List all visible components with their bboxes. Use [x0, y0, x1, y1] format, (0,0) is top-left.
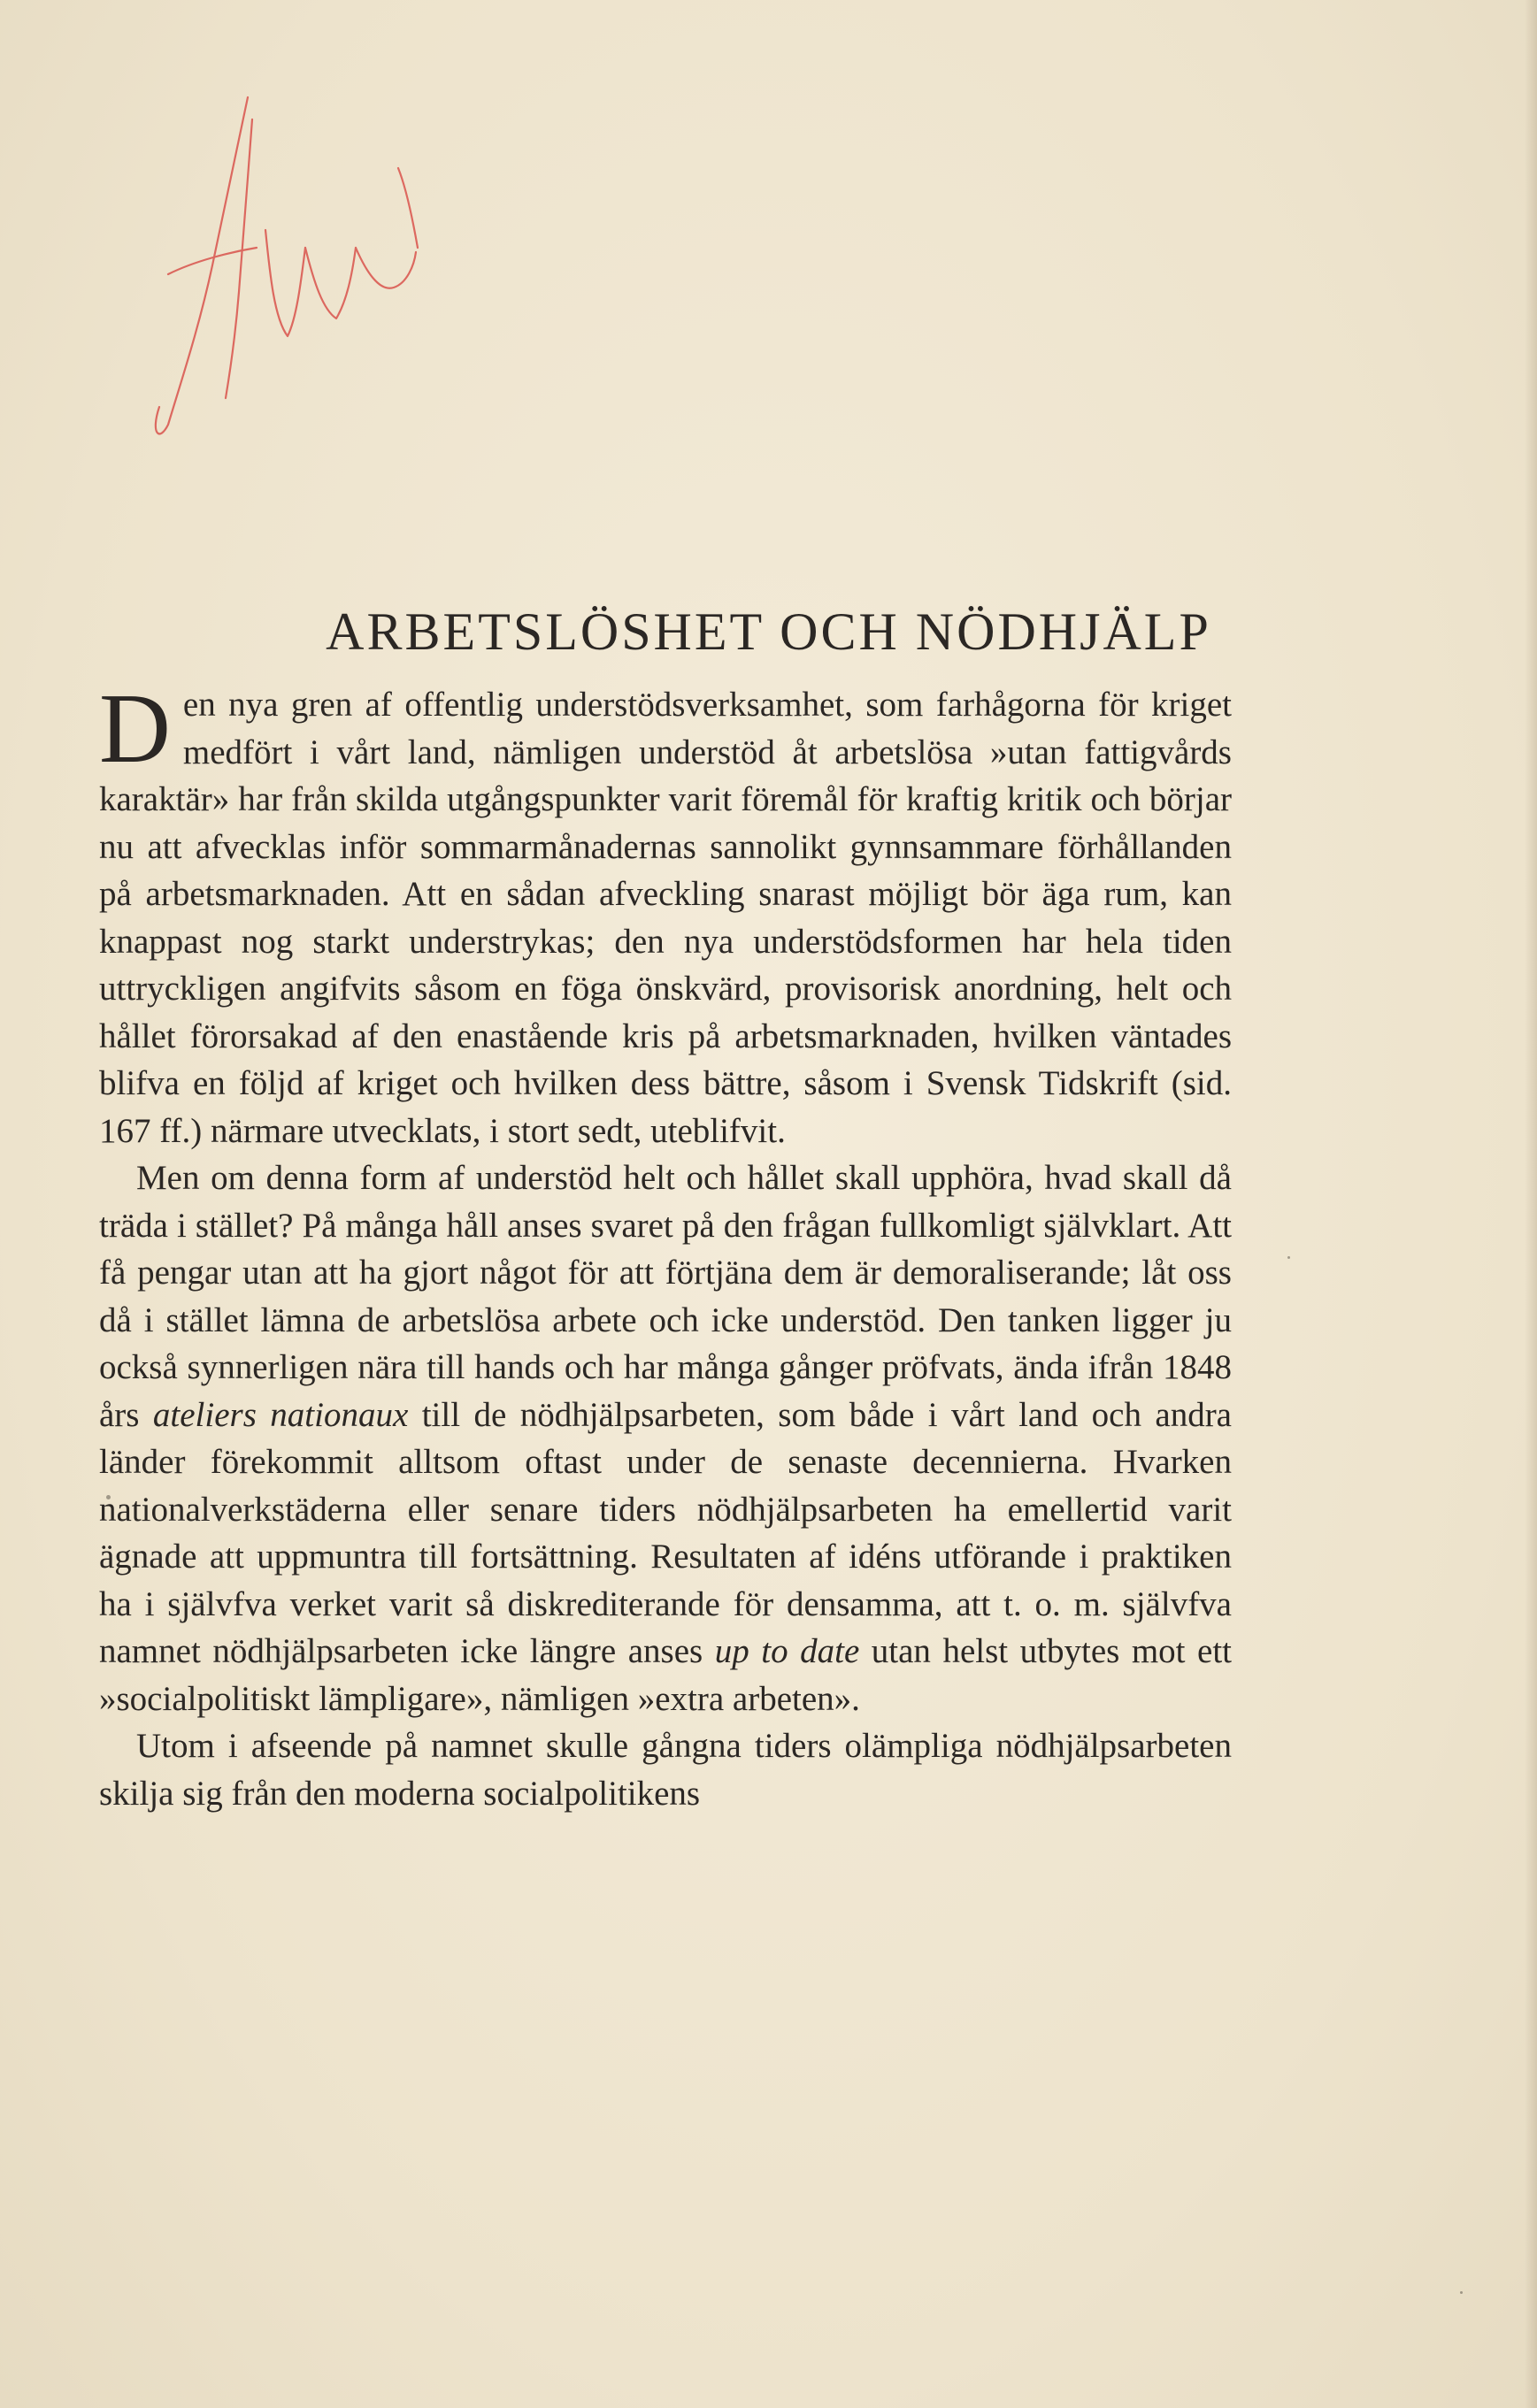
italic-ateliers-nationaux: ateliers nationaux — [152, 1395, 409, 1434]
page-edge-shadow — [1525, 0, 1537, 2408]
page-title: ARBETSLÖSHET OCH NÖDHJÄLP — [326, 602, 1211, 662]
italic-up-to-date: up to date — [714, 1632, 860, 1670]
paragraph-2-text-b: till de nödhjälpsarbeten, som både i vårt land och andra länder förekommit alltsom oftast under de senaste decennierna. Hvarken nationalverkstäderna eller senare tiders nödhjälpsarbeten ha emellertid varit ägnade att uppmuntra till fortsättning. Resultaten af idéns utförande i praktiken ha i självfva verket varit så diskrediterande för densamma, att t. o. m. självfva namnet nödhjälpsarbeten icke längre anses — [99, 1395, 1232, 1670]
paragraph-2-text-a: Men om denna form af understöd helt och hållet skall upphöra, hvad skall då träda i stället? På många håll anses svaret på den frågan fullkomligt självklart. Att få pengar utan att ha gjort något för att förtjäna dem är demoraliserande; låt oss då i stället lämna de arbetslösa arbete och icke understöd. Den tanken ligger ju också synnerligen nära till hands och har många gånger pröfvats, ända ifrån 1848 års — [99, 1159, 1232, 1434]
paper-speck — [1287, 1256, 1290, 1259]
paragraph-2 — [99, 1154, 1232, 1722]
article-body — [99, 674, 1233, 1817]
paragraph-1 — [99, 674, 1232, 1154]
paragraph-1-text: en nya gren af offentlig understödsverksamhet, som farhågorna för kriget medfört i vårt land, nämligen understöd åt arbetslösa »utan fattigvårds karaktär» har från skilda utgångspunkter varit föremål för kraftig kritik och börjar nu att afvecklas inför sommarmånadernas sannolikt gynnsammare förhållanden på arbetsmarknaden. Att en sådan afveckling snarast möjligt bör äga rum, kan knappast nog starkt understrykas; den nya understödsformen har hela tiden uttryckligen angifvits såsom en föga önskvärd, provisorisk anordning, helt och hållet förorsakad af den enastående kris på arbetsmarknaden, hvilken väntades blifva en följd af kriget och hvilken dess bättre, såsom i Svensk Tidskrift (sid. 167 ff.) närmare utvecklats, i stort sedt, uteblifvit. — [99, 686, 1232, 1150]
drop-cap: D — [99, 674, 171, 784]
paper-speck — [1460, 2291, 1463, 2294]
handwritten-signature — [115, 71, 487, 451]
paragraph-2-text-c: utan helst utbytes mot ett »socialpolitiskt lämpligare», nämligen »extra arbeten». — [99, 1632, 1233, 1718]
paragraph-3-text: Utom i afseende på namnet skulle gångna tiders olämpliga nödhjälpsarbeten skilja sig från den moderna socialpolitikens — [99, 1727, 1232, 1813]
paragraph-3 — [99, 1722, 1232, 1817]
